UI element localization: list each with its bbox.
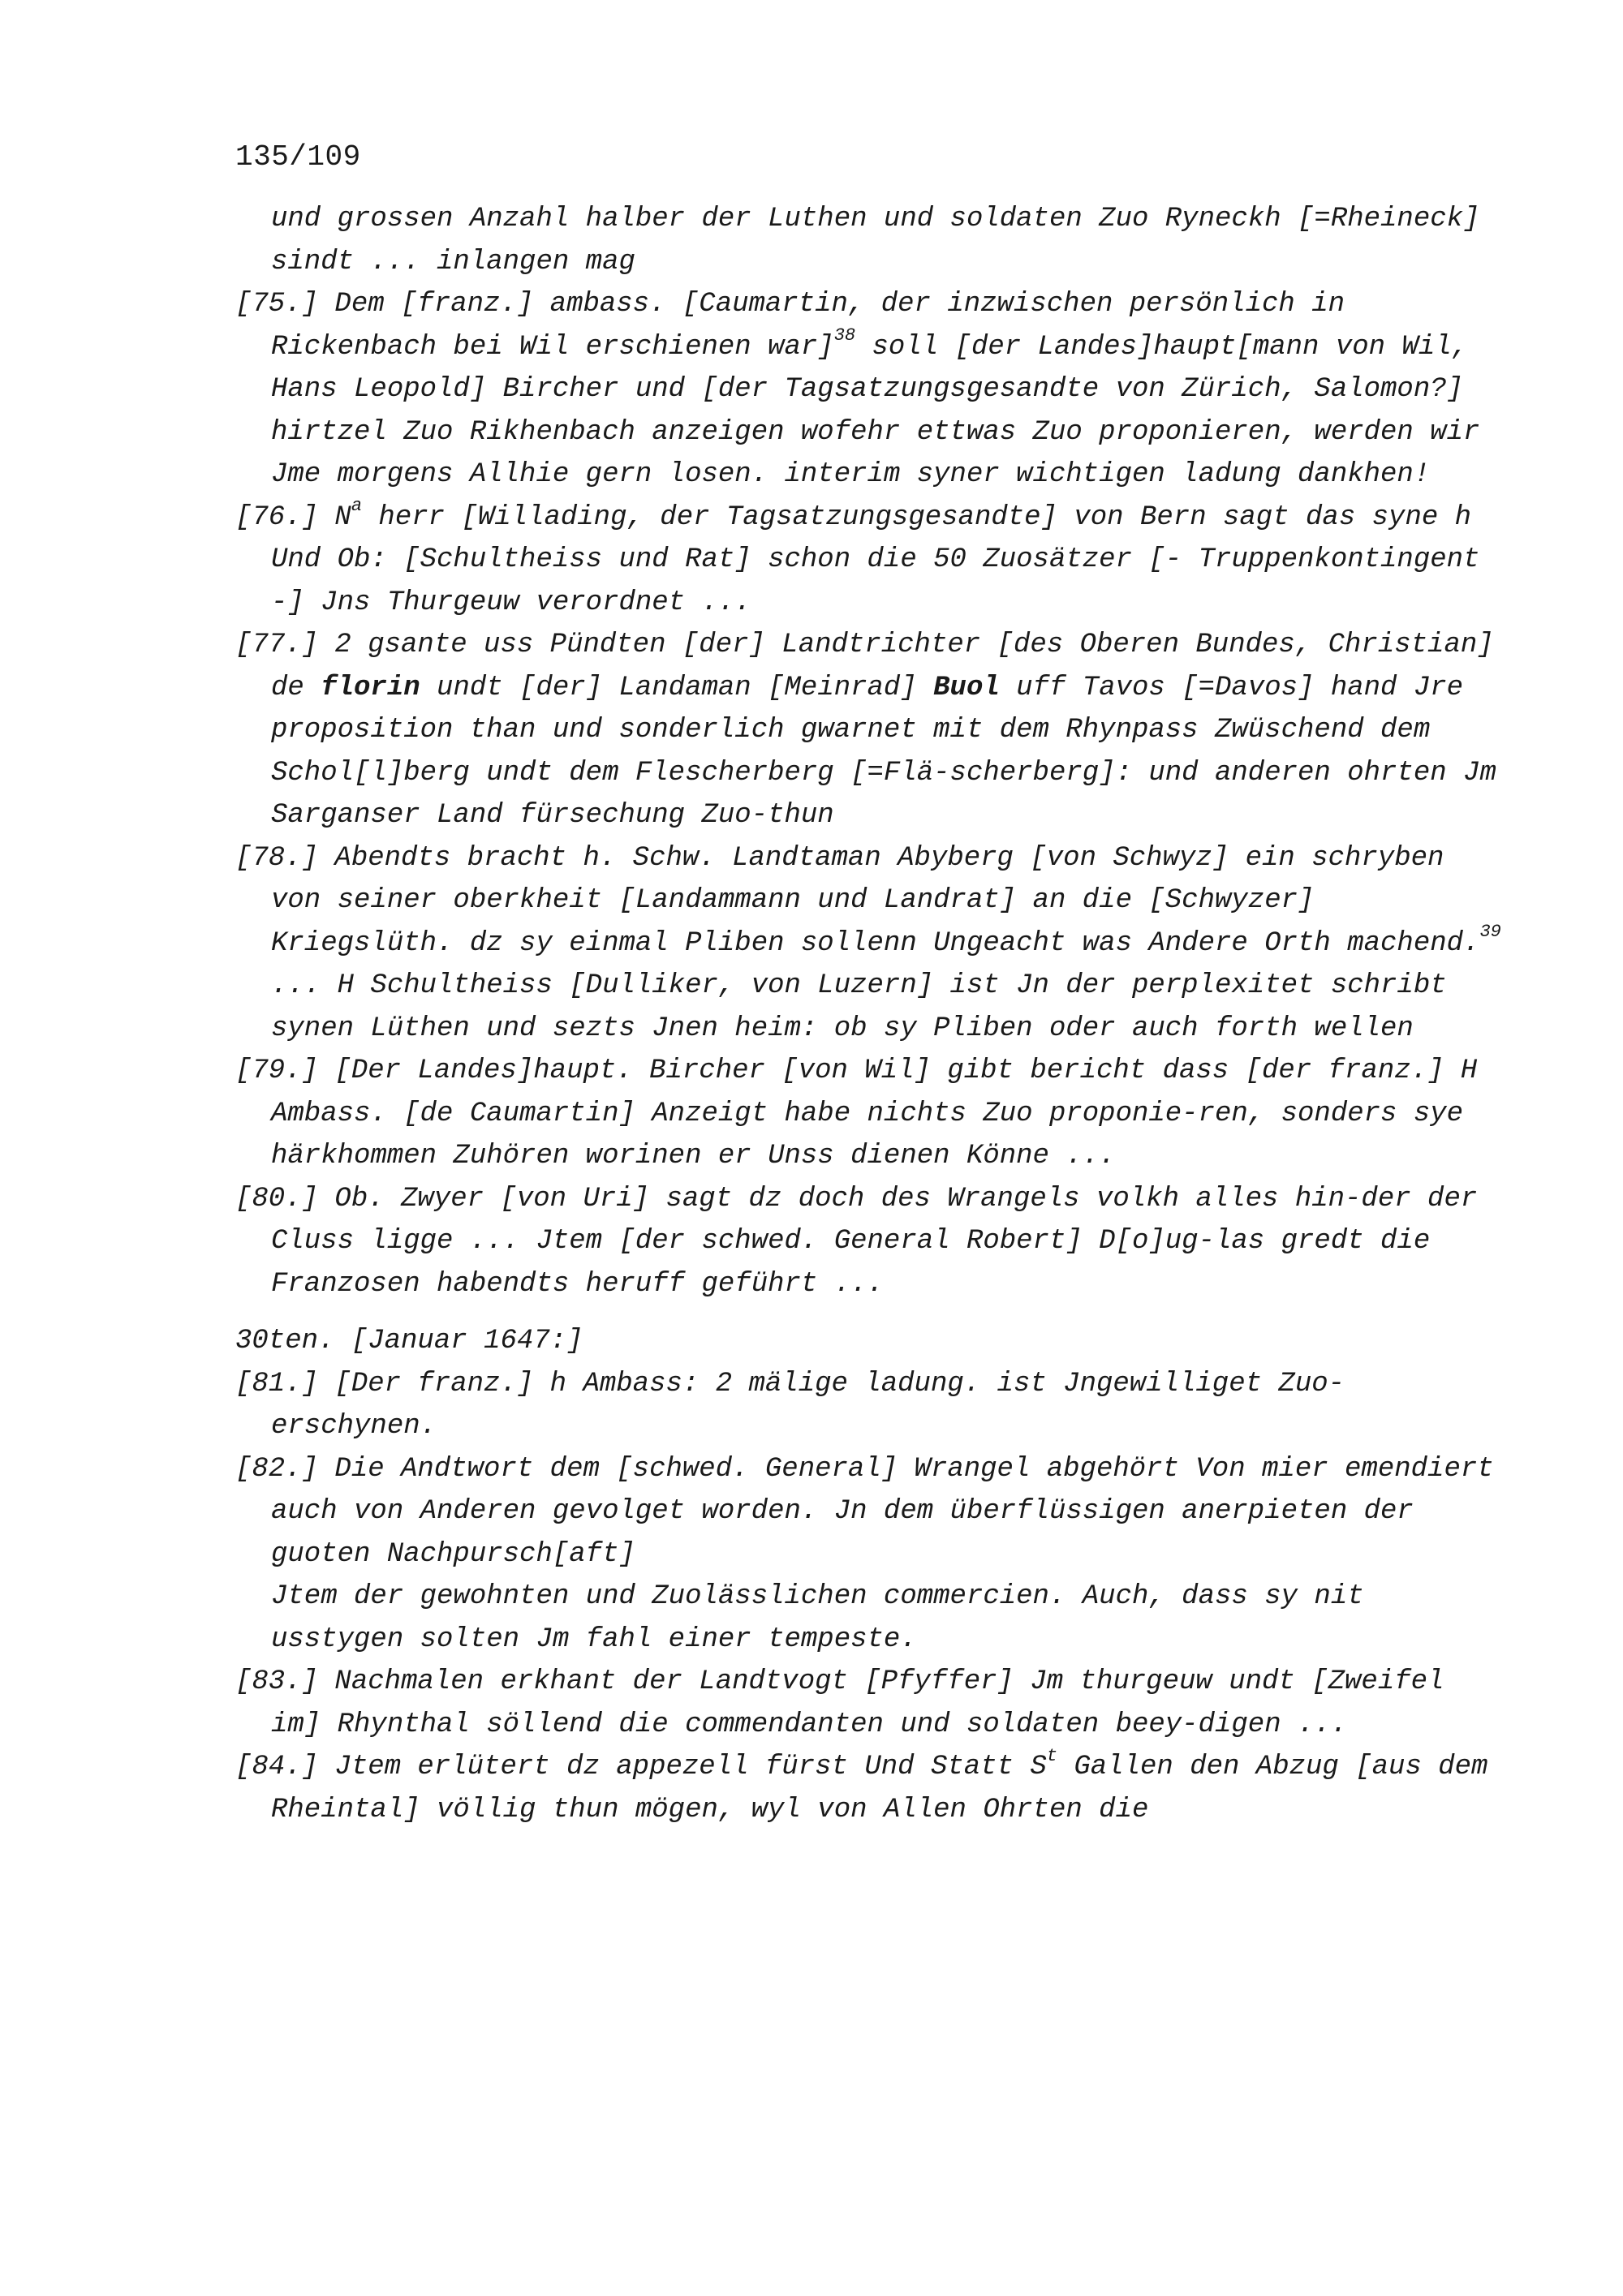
entry-75 (235, 283, 1501, 497)
document-body (235, 198, 1501, 1831)
entry-76-text-b: herr [Willading, der Tagsatzungsgesandte] von Bern sagt das syne h Und Ob: [Schultheiss und Rat] schon die 50 Zuosätzer [- Truppenkontingent -] Jns Thurgeuw verordnet ... (271, 501, 1480, 618)
entry-83: [83.] Nachmalen erkhant der Landtvogt [Pfyffer] Jm thurgeuw undt [Zweifel im] Rhynthal söllend die commendanten und soldaten beey-digen ... (235, 1666, 1444, 1740)
entry-84-text-a: [84.] Jtem erlütert dz appezell fürst Und Statt S (235, 1752, 1047, 1782)
entry-81: [81.] [Der franz.] h Ambass: 2 mälige ladung. ist Jngewilliget Zuo-erschynen. (235, 1368, 1345, 1442)
entry-82: [82.] Die Andtwort dem [schwed. General] Wrangel abgehört Von mier emendiert auch von Anderen gevolget worden. Jn dem überflüssigen anerpieten der guoten Nachpursch[aft] (235, 1453, 1494, 1570)
footnote-ref-38: 38 (833, 325, 856, 346)
entry-76-text-a: [76.] N (235, 501, 351, 533)
page-number: 135/109 (235, 140, 361, 174)
superscript-a: a (351, 496, 363, 517)
entry-84 (235, 1746, 1501, 1831)
continuation-paragraph: und grossen Anzahl halber der Luthen und soldaten Zuo Ryneckh [=Rheineck] sindt ... inlangen mag (271, 204, 1480, 277)
entry-75-text-b: soll [der Landes]haupt[mann von Wil, Hans Leopold] Bircher und [der Tagsatzungsgesandte von Zürich, Salomon?] hirtzel Zuo Rikhenbach anzeigen wofehr ettwas Zuo proponieren, werden wir Jme morgens Allhie gern losen. interim syner wichtigen ladung dankhen! (271, 331, 1480, 490)
footnote-ref-39: 39 (1479, 922, 1501, 943)
entry-78 (235, 837, 1501, 1051)
entry-77 (235, 624, 1501, 837)
entry-77-text-a: [77.] 2 gsante uss Pündten [der] Landtrichter [des Oberen Bundes, Christian] de (235, 630, 1494, 703)
entry-77-text-c: uff Tavos [=Davos] hand Jre proposition than und sonderlich gwarnet mit dem Rhynpass Zwüschend dem Schol[l]berg undt dem Flescherberg [=Flä-scherberg]: und anderen ohrten Jm Sarganser Land fürsechung Zuo-thun (271, 672, 1496, 831)
entry-76 (235, 497, 1501, 625)
entry-84-text-b: Gallen den Abzug [aus dem Rheintal] völlig thun mögen, wyl von Allen Ohrten die (271, 1752, 1488, 1825)
entry-77-bold-florin: florin (321, 672, 420, 703)
entry-79: [79.] [Der Landes]haupt. Bircher [von Wil] gibt bericht dass [der franz.] H Ambass. [de Caumartin] Anzeigt habe nichts Zuo proponie-ren, sonders sye härkhommen Zuhören worinen er Unss dienen Könne ... (235, 1056, 1478, 1172)
superscript-t: t (1046, 1745, 1057, 1766)
date-heading: 30ten. [Januar 1647:] (235, 1326, 583, 1357)
entry-78-text-b: ... H Schultheiss [Dulliker, von Luzern] ist Jn der perplexitet schribt synen Lüthen und sezts Jnen heim: ob sy Pliben oder auch forth wellen (271, 970, 1447, 1044)
entry-82-continuation: Jtem der gewohnten und Zuolässlichen commercien. Auch, dass sy nit usstygen solten Jm fahl einer tempeste. (271, 1581, 1364, 1655)
entry-75-text-a: [75.] Dem [franz.] ambass. [Caumartin, der inzwischen persönlich in Rickenbach bei Wil erschienen war] (235, 289, 1345, 363)
entry-80: [80.] Ob. Zwyer [von Uri] sagt dz doch des Wrangels volkh alles hin-der der Cluss ligge ... Jtem [der schwed. General Robert] D[o]ug-las gredt die Franzosen habendts heruff geführt ... (235, 1183, 1478, 1300)
entry-77-bold-buol: Buol (933, 672, 1000, 703)
entry-77-text-b: undt [der] Landaman [Meinrad] (420, 672, 934, 703)
entry-78-text-a: [78.] Abendts bracht h. Schw. Landtaman Abyberg [von Schwyz] ein schryben von seiner oberkheit [Landammann und Landrat] an die [Schwyzer] Kriegslüth. dz sy einmal Pliben sollenn Ungeacht was Andere Orth machend. (235, 842, 1480, 959)
